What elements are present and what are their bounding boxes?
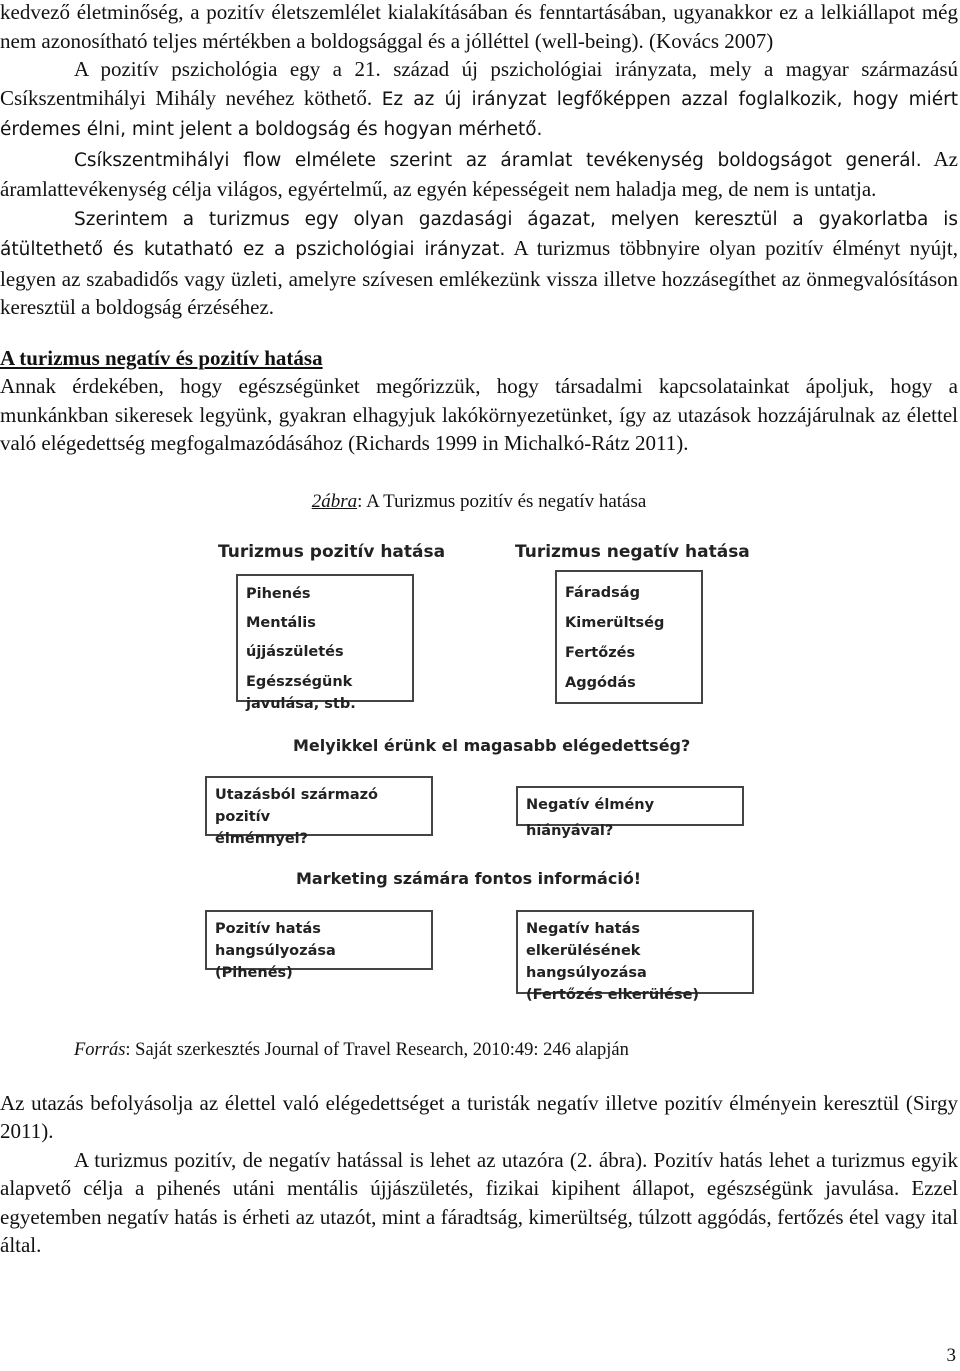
figure-caption-text: : A Turizmus pozitív és negatív hatása (357, 490, 647, 512)
positive-experience-line-2: élménnyel? (215, 831, 309, 847)
intro-paragraph-3 (0, 145, 958, 204)
intro-p4-sans: Szerintem a turizmus egy olyan gazdasági ágazat, melyen keresztül a gyakorlatba is átültethető és kutatható ez a pszichológiai irányzat. (0, 208, 958, 260)
positive-experience-question-box (205, 776, 433, 847)
figure-caption (0, 488, 958, 517)
positive-item: Pihenés (246, 586, 311, 602)
positive-item: Mentális újjászületés (246, 615, 344, 660)
outro-paragraph-2: A turizmus pozitív, de negatív hatással is lehet az utazóra (2. ábra). Pozitív hatás lehet a turizmus egyik alapvető célja a pihenés utáni mentális újjászületés, fizikai kipihent állapot, egészségünk javulása. Ezzel egyetemben negatív hatás is érheti az utazót, mint a fáradtság, kimerültség, túlzott aggódás, fertőzés étel vagy ital által. (0, 1147, 958, 1257)
figure-source (0, 1036, 958, 1065)
negative-item: Fáradság (565, 585, 640, 601)
negative-absence-text: Negatív élmény hiányával? (526, 797, 655, 839)
figure-caption-label: 2ábra (311, 490, 358, 512)
figure-diagram (0, 526, 960, 1036)
page-number: 3 (946, 1345, 956, 1366)
intro-p2-serif: A pozitív pszichológia egy a 21. század új pszichológiai irányzata, mely a magyar származású Csíkszentmihályi Mihály nevéhez köthető. (0, 57, 958, 110)
section-heading: A turizmus negatív és pozitív hatása (0, 345, 323, 370)
positive-impact-box (236, 574, 414, 712)
positive-impact-title: Turizmus pozitív hatása (218, 542, 446, 562)
intro-p3-sans: Csíkszentmihályi flow elmélete szerint az áramlat tevékenység boldogságot generál. (74, 149, 922, 171)
positive-emphasis-box (205, 910, 433, 981)
negative-impact-title: Turizmus negatív hatása (515, 542, 750, 562)
negative-absence-question-box (516, 786, 744, 839)
negative-avoidance-line-1: Negatív hatás elkerülésének (526, 921, 641, 959)
figure-source-text: : Saját szerkesztés Journal of Travel Research, 2010:49: 246 alapján (125, 1040, 629, 1060)
positive-item: Egészségünk (246, 674, 353, 690)
positive-item: javulása, stb. (246, 696, 356, 712)
marketing-note: Marketing számára fontos információ! (296, 869, 642, 888)
intro-paragraph-1: kedvező életminőség, a pozitív életszemlélet kialakításában és fenntartásában, ugyanakkor ez a lelkiállapot még nem azonosítható teljes mértékben a boldogsággal és a jólléttel (well-being). (Kovács 2007) (0, 0, 958, 53)
negative-item: Aggódás (565, 675, 636, 691)
negative-item: Fertőzés (565, 645, 636, 661)
figure-source-label: Forrás (74, 1040, 126, 1060)
negative-impact-box (555, 570, 703, 704)
intro-p4-serif: A turizmus többnyire olyan pozitív élményt nyújt, legyen az szabadidős vagy üzleti, amelyre szívesen emlékezünk vissza illetve hozzásegíthet az önmegvalósításon keresztül a boldogság érzéséhez. (0, 236, 959, 319)
positive-experience-line-1: Utazásból származó pozitív (215, 787, 379, 825)
positive-emphasis-line-2: (Pihenés) (215, 965, 293, 981)
section-paragraph: Annak érdekében, hogy egészségünket megőrizzük, hogy társadalmi kapcsolatainkat ápoljuk, hogy a munkánkban sikeresek legyünk, gyakran elhagyjuk lakókörnyezetünket, így az utazások hozzájárulnak az élettel való elégedettség megfogalmazódásához (Richards 1999 in Michalkó-Rátz 2011). (0, 374, 958, 455)
intro-p2-sans: Ez az új irányzat legfőképpen azzal foglalkozik, hogy miért érdemes élni, mint jelent a boldogság és hogyan mérhető. (0, 88, 958, 140)
negative-avoidance-line-2: hangsúlyozása (526, 965, 647, 981)
satisfaction-question: Melyikkel érünk el magasabb elégedettség? (293, 736, 691, 755)
intro-p3-serif: Az áramlattevékenység célja világos, egyértelmű, az egyén képességeit nem haladja meg, de nem is untatja. (0, 146, 958, 201)
negative-avoidance-box (516, 910, 754, 1003)
negative-item: Kimerültség (565, 615, 665, 631)
intro-paragraph-2 (0, 55, 958, 145)
positive-emphasis-line-1: Pozitív hatás hangsúlyozása (215, 921, 336, 959)
negative-avoidance-line-3: (Fertőzés elkerülése) (526, 987, 700, 1003)
intro-paragraph-4 (0, 204, 958, 322)
outro-paragraph-1: Az utazás befolyásolja az élettel való elégedettséget a turisták negatív illetve pozitív élményein keresztül (Sirgy 2011). (0, 1090, 958, 1143)
